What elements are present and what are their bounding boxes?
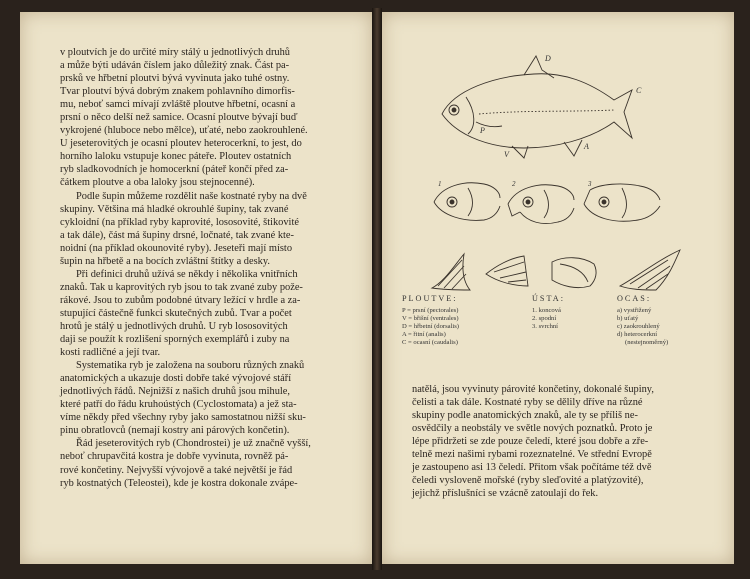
legend-item: V = břišní (ventrales) [402,315,459,323]
book-gutter [372,8,382,570]
text-line: v ploutvích je do určité míry stálý u jednotlivých druhů [60,47,290,58]
text-line: vykrojené (hluboce nebo mělce), uťaté, nebo zaokrouhlené. [60,125,308,137]
text-line: šupin na hřbetě a na bocích zvláštní štítky a desky. [60,255,270,267]
text-line: a může býti udáván číslem jako důležitý znak. Část pa- [60,60,290,72]
fish-body-drawing [442,56,632,158]
text-line: znaků. Tak u kaprovitých ryb jsou to tak zvané zuby požе- [60,281,303,293]
text-line: prsní o něco delší než samice. Ocasní ploutve bývají buď [60,112,298,124]
legend-fins [402,295,459,348]
fish-diagram-svg [424,52,704,307]
text-line: daji se použít k rozlišení sporných exemplářů i zuby na [60,334,290,346]
text-line: rové končetiny. Nejvyšší vývojově a také největší je řád [60,464,293,476]
tail-drawing-d [620,250,680,290]
fin-label-a: A [584,142,589,151]
text-line: U jeseterovitých je ocasní ploutev heterocerkní, to jest, do [60,138,302,150]
legend-tail-header: OCAS: [617,294,652,303]
legend-item: A = řitní (analis) [402,331,446,339]
text-line: ryb sladkovodních je homocerkní (páteř končí před za- [60,164,289,176]
text-line: a tak dále), část má šupiny drsné, ločnaté, tak zvané kte- [60,229,294,241]
left-page [20,12,372,564]
legend-item: 2. spodní [532,315,557,323]
text-line: Systematika ryb je založena na souboru různých znaků [76,360,305,372]
text-line: cykloidní (na příklad ryby kaprovité, lososovité, štikovité [60,216,299,228]
fin-label-c: C [636,86,642,95]
text-line: natělá, jsou vyvinuty párovité končetiny, dokonalé šupiny, [412,384,654,395]
text-line: anatomických a ukazuje dosti dobře také vývojové stáří [60,373,292,385]
text-line: lépe přidržeti se zde pouze čeledí, které jsou dobře a zře- [412,436,649,448]
left-page-text [60,46,362,490]
text-line: noidní (na příklad okounovité ryby). Jeseteři mají místo [60,242,293,254]
text-line: telně mezi našimi rybami rozeznatelné. Ve střední Evropě [412,449,652,461]
legend-mouth [532,295,565,331]
legend-item: a) vystřižený [617,307,652,315]
text-line: mu, neboť samci mívají zvláště ploutve hřbetní, ocasní a [60,99,296,111]
right-page-text [412,383,702,500]
fin-label-p: P [480,126,485,135]
mouth-number-1: 1 [438,180,442,188]
mouth-number-2: 2 [512,180,516,188]
text-line: osvědčily a neobstály ve světle nových poznatků. Proto je [412,423,653,435]
fish-illustration [424,52,704,307]
fin-label-v: V [504,150,509,159]
text-line: pinu obratlovců (nemají kostry ani párových končetin). [60,425,290,437]
text-line: Podle šupin můžeme rozdělit naše kostnaté ryby na dvě [76,190,307,202]
head-drawing-3 [584,184,660,221]
text-line: jednotlivých řádů. Nejnižší z našich druhů jsou mihule, [60,386,290,398]
text-line: neboť chrupavčitá kostra je dobře vyvinuta, rovněž pá- [60,451,289,463]
text-line: stupující částečně funkci skutečných zubů. Tvar a počet [60,307,292,319]
legend-item: d) heterocerkní [617,331,658,339]
legend-item: P = prsní (pectorales) [402,307,459,315]
tail-drawing-a [432,254,470,290]
head-drawing-2 [508,185,574,224]
text-line: horního laloku vstupuje konec páteře. Ploutev ostatních [60,151,292,163]
tail-drawing-b [486,256,528,286]
text-line: víme někdy před všechny ryby jako samostatnou nižší sku- [60,412,306,424]
fin-label-d: D [545,54,551,63]
legend-fins-header: PLOUTVE: [402,294,458,303]
text-line: které patří do řádu kruhoústých (Cyclostomata) a jež sta- [60,399,297,411]
text-line: hrotů je stálý u jednotlivých druhů. U ryb lososovitých [60,320,288,332]
legend-item: c) zaokrouhlený [617,323,660,331]
text-line: kosti radličné a její tvar. [60,347,161,359]
legend-item: 3. svrchní [532,323,559,331]
legend-item: (nestejnoměrný) [625,339,669,347]
text-line: Řád jeseterovitých ryb (Chondrostei) je už značně vyšší, [76,438,311,450]
legend-tail [617,295,668,348]
text-line: ryb kostnatých (Teleostei), kde je kostra dokonale zvápe- [60,477,298,489]
mouth-number-3: 3 [588,180,592,188]
text-line: skupiny podle anatomických znaků, ale ty se příliš ne- [412,410,638,422]
legend-mouth-header: ÚSTA: [532,294,565,303]
text-line: Tvar ploutví bývá dobrým znakem pohlavního dimorfis- [60,86,295,98]
legend-item: C = ocasní (caudalis) [402,339,458,347]
text-line: je zastoupeno asi 13 čeledí. Přitom však počítáme též dvě [412,462,652,474]
legend-item: b) uťatý [617,315,639,323]
text-line: čelisti a tak dále. Kostnaté ryby se dělily dříve na různé [412,397,643,409]
head-drawing-1 [434,183,500,221]
text-line: jejichž příslušníci se vzácně zatoulají do řek. [412,488,599,500]
legend-item: D = hřbetní (dorsalis) [402,323,460,331]
text-line: prsků ve hřbetní ploutvi bývá vyvinuta jako tuhé ostny. [60,73,290,85]
text-line: Při definici druhů užívá se někdy i několika vnitřních [76,268,298,280]
text-line: čeledi vyslovеně mořské (ryby sleďovité a platýzovité), [412,475,644,487]
text-line: skupiny. Většina má hladké okrouhlé šupiny, tak zvané [60,203,289,215]
legend-item: 1. koncová [532,307,561,315]
text-line: čátkem ploutve a oba laloky jsou stejnocenné). [60,177,255,189]
right-page [382,12,734,564]
tail-drawing-c [552,258,596,288]
text-line: rákové. Jsou to zubům podobné útvary ležící v hrdle a za- [60,294,301,306]
